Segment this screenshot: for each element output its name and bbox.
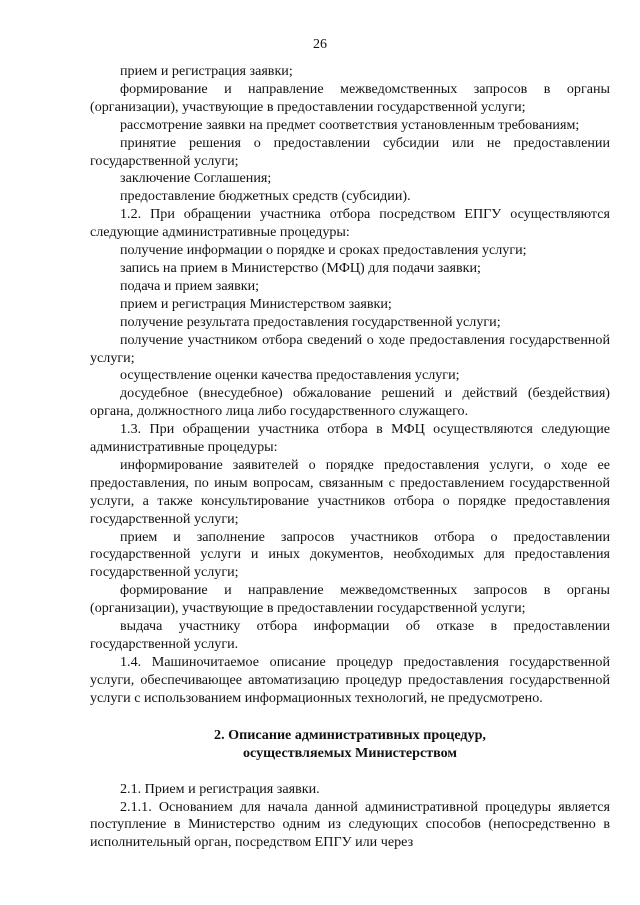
paragraph: 1.2. При обращении участника отбора посредством ЕПГУ осуществляются следующие административные процедуры: [90,206,610,241]
paragraph: прием и регистрация Министерством заявки; [120,295,392,312]
page-number: 26 [313,37,327,52]
paragraph: подача и прием заявки; [120,277,260,294]
paragraph: 1.4. Машиночитаемое описание процедур предоставления государственной услуги, обеспечивающее автоматизацию процедур предоставления государственной услуги с использованием информационных технологий, не предусмотрено. [90,653,610,706]
paragraph: запись на прием в Министерство (МФЦ) для подачи заявки; [120,259,481,276]
section-heading-line-2: осуществляемых Министерством [242,745,458,762]
paragraph: принятие решения о предоставлении субсидии или не предоставлении государственной услуги; [90,134,610,169]
paragraph: формирование и направление межведомственных запросов в органы (организации), участвующие в предоставлении государственной услуги; [90,80,610,115]
paragraph: заключение Соглашения; [120,170,272,187]
paragraph: получение участником отбора сведений о ходе предоставления государственной услуги; [90,331,610,366]
paragraph-group-top [90,63,610,708]
paragraph: выдача участнику отбора информации об отказе в предоставлении государственной услуги. [90,618,610,652]
paragraph: осуществление оценки качества предоставления услуги; [120,367,460,384]
section-heading [90,726,610,763]
paragraph: прием и заполнение запросов участников отбора о предоставлении государственной услуги и иных документов, необходимых для предоставления государственной услуги; [90,528,610,581]
paragraph-group-bottom [90,781,610,853]
paragraph: получение результата предоставления государственной услуги; [120,313,501,330]
paragraph: рассмотрение заявки на предмет соответствия установленным требованиям; [120,116,580,133]
paragraph: формирование и направление межведомственных запросов в органы (организации), участвующие в предоставлении государственной услуги; [90,582,610,617]
paragraph: прием и регистрация заявки; [120,63,293,79]
paragraph: получение информации о порядке и сроках предоставления услуги; [120,242,527,259]
document-body [90,63,610,852]
paragraph: информирование заявителей о порядке предоставления услуги, о ходе ее предоставления, по иным вопросам, связанным с предоставлением государственной услуги, а также консультирование участников отбора о порядке предоставления государственной услуги; [90,456,610,527]
paragraph: досудебное (внесудебное) обжалование решений и действий (бездействия) органа, должностного лица либо государственного служащего. [90,385,610,420]
paragraph: 2.1. Прием и регистрация заявки. [120,780,320,797]
paragraph: 2.1.1. Основанием для начала данной административной процедуры является поступление в Министерство одним из следующих способов (непосредственно в исполнительный орган, посредством ЕПГУ или через [90,798,610,851]
paragraph: предоставление бюджетных средств (субсидии). [120,188,411,205]
paragraph: 1.3. При обращении участника отбора в МФЦ осуществляются следующие административные процедуры: [90,421,610,456]
section-heading-line-1: 2. Описание административных процедур, [214,726,486,743]
